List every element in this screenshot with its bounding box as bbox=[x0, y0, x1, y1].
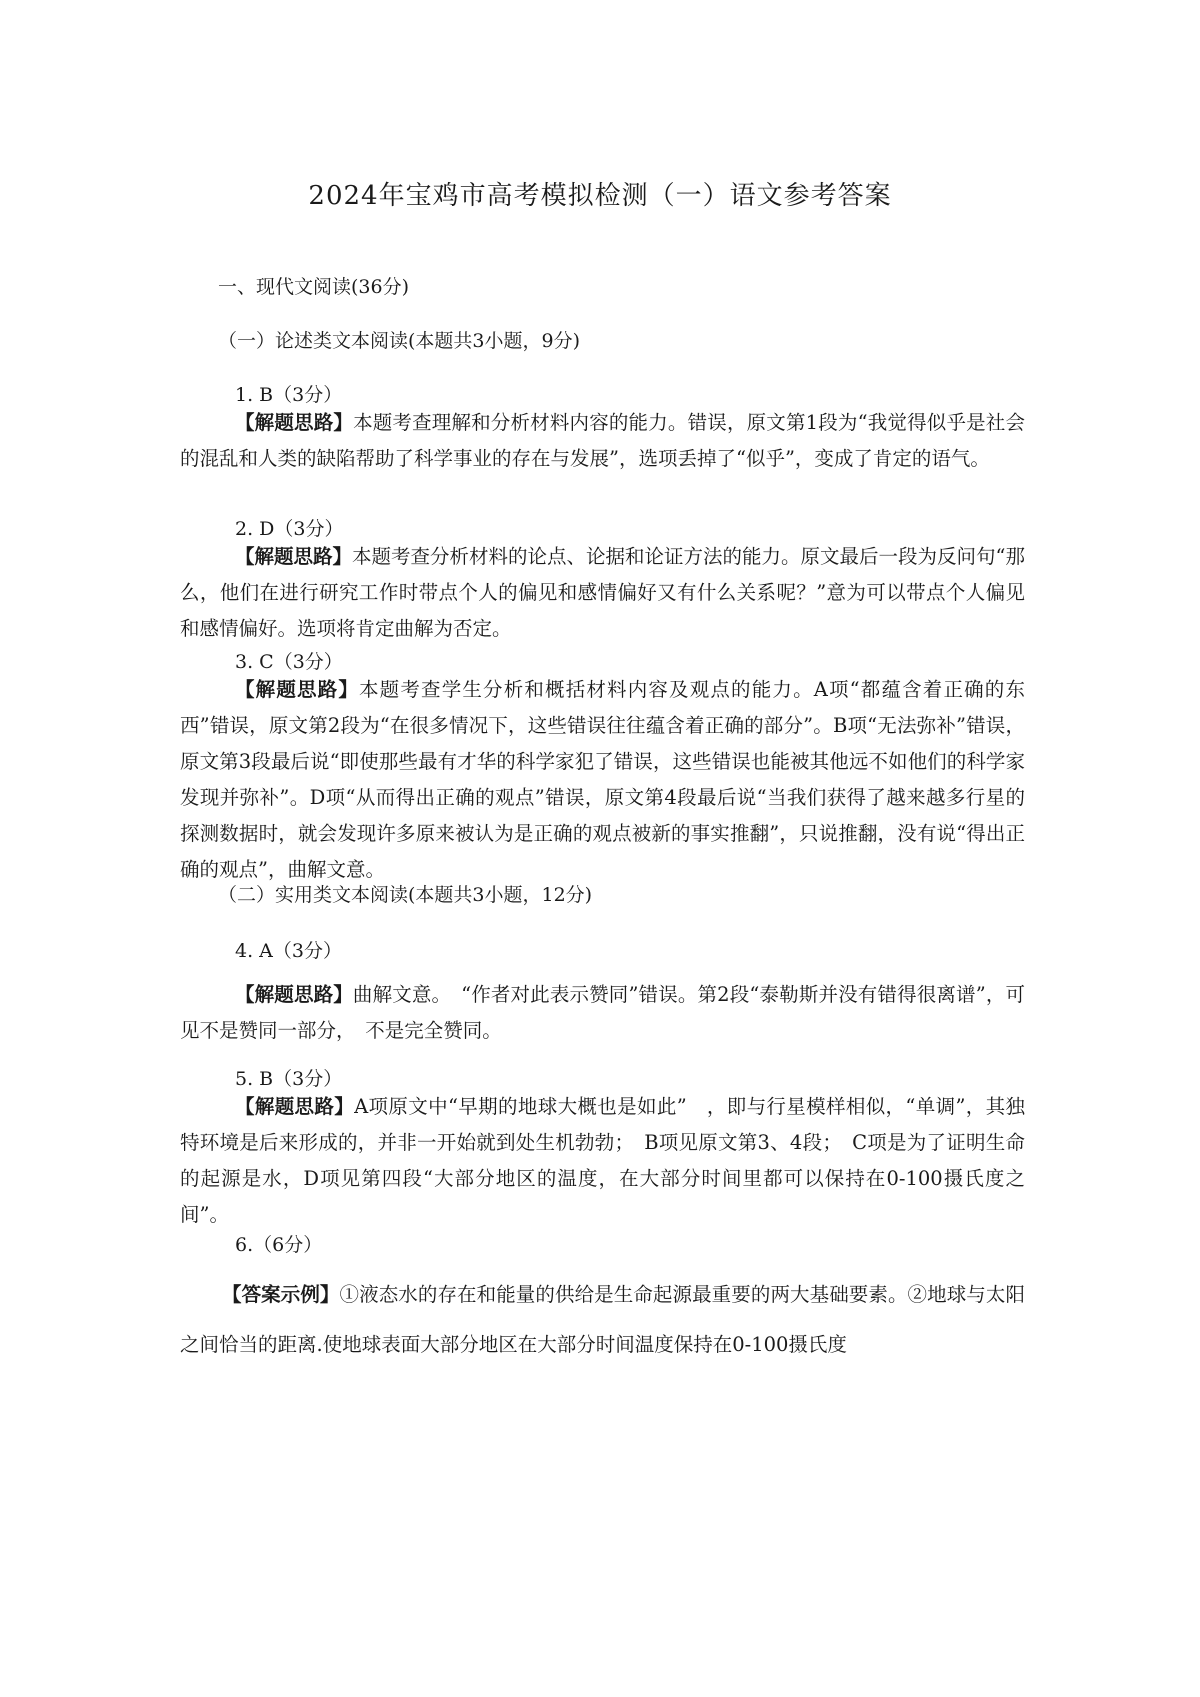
q1-explanation bbox=[180, 405, 1025, 477]
q1-label: 【解题思路】 bbox=[235, 411, 354, 434]
q6-answer: 6.（6分） bbox=[235, 1234, 323, 1256]
document-title: 2024年宝鸡市高考模拟检测（一）语文参考答案 bbox=[308, 181, 892, 211]
q1-answer: 1. B（3分） bbox=[235, 384, 343, 406]
q3-explanation bbox=[180, 672, 1025, 888]
q6-label: 【答案示例】 bbox=[222, 1283, 340, 1306]
q4-answer: 4. A（3分） bbox=[235, 940, 342, 962]
q5-label: 【解题思路】 bbox=[235, 1095, 355, 1118]
q5-explanation bbox=[180, 1089, 1025, 1233]
q4-label: 【解题思路】 bbox=[235, 983, 353, 1006]
q4-explanation bbox=[180, 977, 1025, 1049]
q4-text: 曲解文意。 “作者对此表示赞同”错误。第2段“泰勒斯并没有错得很离谱”，可见不是赞同一部分， 不是完全赞同。 bbox=[180, 983, 1025, 1042]
q1-text: 本题考查理解和分析材料内容的能力。错误，原文第1段为“我觉得似乎是社会的混乱和人类的缺陷帮助了科学事业的存在与发展”，选项丢掉了“似乎”，变成了肯定的语气。 bbox=[180, 411, 1025, 470]
q2-explanation bbox=[180, 539, 1025, 647]
q3-text: 本题考查学生分析和概括材料内容及观点的能力。A项“都蕴含着正确的东西”错误，原文第2段为“在很多情况下，这些错误往往蕴含着正确的部分”。B项“无法弥补”错误，原文第3段最后说“即使那些最有才华的科学家犯了错误，这些错误也能被其他远不如他们的科学家发现并弥补”。D项“从而得出正确的观点”错误，原文第4段最后说“当我们获得了越来越多行星的探测数据时，就会发现许多原来被认为是正确的观点被新的事实推翻”，只说推翻，没有说“得出正确的观点”，曲解文意。 bbox=[180, 678, 1025, 881]
q5-text: A项原文中“早期的地球大概也是如此” ，即与行星模样相似，“单调”，其独特环境是后来形成的，并非一开始就到处生机勃勃； B项见原文第3、4段； C项是为了证明生命的起源是水，D项见第四段“大部分地区的温度，在大部分时间里都可以保持在0-100摄氏度之间”。 bbox=[180, 1095, 1025, 1226]
q2-text: 本题考查分析材料的论点、论据和论证方法的能力。原文最后一段为反问句“那么，他们在进行研究工作时带点个人的偏见和感情偏好又有什么关系呢？”意为可以带点个人偏见和感情偏好。选项将肯定曲解为否定。 bbox=[180, 545, 1025, 640]
q3-label: 【解题思路】 bbox=[235, 678, 360, 701]
q6-text: ①液态水的存在和能量的供给是生命起源最重要的两大基础要素。②地球与太阳之间恰当的距离.使地球表面大部分地区在大部分时间温度保持在0-100摄氏度 bbox=[180, 1283, 1025, 1356]
subsection-heading-argumentative: （一）论述类文本阅读(本题共3小题，9分) bbox=[218, 330, 581, 352]
section-heading-modern-reading: 一、现代文阅读(36分) bbox=[218, 276, 410, 298]
q3-answer: 3. C（3分） bbox=[235, 651, 343, 673]
q6-explanation bbox=[180, 1270, 1025, 1370]
q2-label: 【解题思路】 bbox=[235, 545, 353, 568]
q2-answer: 2. D（3分） bbox=[235, 518, 344, 540]
subsection-heading-practical: （二）实用类文本阅读(本题共3小题，12分) bbox=[218, 884, 593, 906]
q5-answer: 5. B（3分） bbox=[235, 1068, 343, 1090]
